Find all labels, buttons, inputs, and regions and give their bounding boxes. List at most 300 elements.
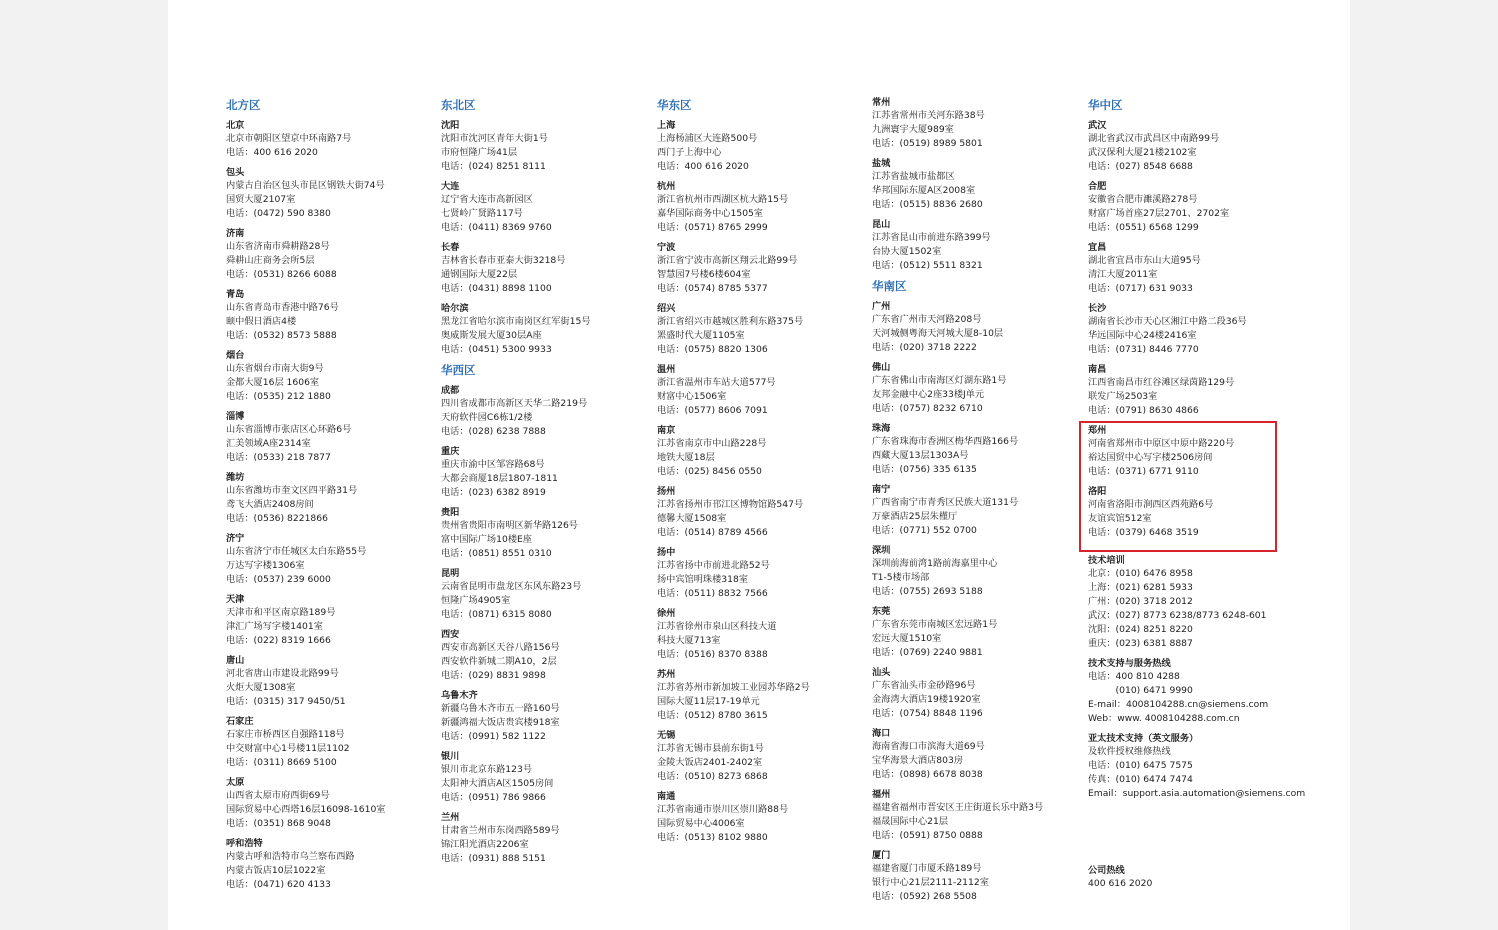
- office-detail-line: 沈阳市沈河区青年大街1号: [441, 133, 548, 144]
- office-detail-line: 西安市高新区天谷八路156号: [441, 642, 560, 653]
- office-detail-line: 电话：400 616 2020: [657, 161, 749, 172]
- office-detail-line: 电话：(0769) 2240 9881: [872, 647, 983, 658]
- office-detail-line: 山东省淄博市张店区心环路6号: [226, 424, 352, 435]
- office-entry: [1088, 554, 1298, 651]
- office-detail-line: 科技大厦713室: [657, 635, 721, 646]
- column-3: [657, 98, 867, 851]
- office-detail-line: 西安软件新城二期A10，2层: [441, 656, 557, 667]
- office-city-name: 北京: [226, 120, 245, 131]
- office-city-name: 徐州: [657, 608, 676, 619]
- office-detail-line: 电话：(0931) 888 5151: [441, 853, 546, 864]
- office-city-name: 兰州: [441, 812, 460, 823]
- office-detail-line: 电话：(0731) 8446 7770: [1088, 344, 1199, 355]
- office-detail-line: 石家庄市桥西区自强路118号: [226, 729, 345, 740]
- office-detail-line: 国贸大厦2107室: [226, 194, 296, 205]
- office-detail-line: 内蒙古呼和浩特市乌兰察布西路: [226, 851, 355, 862]
- office-detail-line: 华远国际中心24楼2416室: [1088, 330, 1197, 341]
- office-detail-line: 电话：(025) 8456 0550: [657, 466, 762, 477]
- office-entry: [657, 241, 867, 296]
- office-city-name: 厦门: [872, 850, 891, 861]
- office-entry: [657, 424, 867, 479]
- office-detail-line: 云南省昆明市盘龙区东风东路23号: [441, 581, 582, 592]
- office-detail-line: 天河城侧粤海天河城大厦8-10层: [872, 328, 1004, 339]
- office-detail-line: 电话：400 810 4288: [1088, 671, 1180, 682]
- office-city-name: 唐山: [226, 655, 245, 666]
- office-detail-line: 电话：(028) 6238 7888: [441, 426, 546, 437]
- office-detail-line: 江西省南昌市红谷滩区绿茵路129号: [1088, 377, 1235, 388]
- office-city-name: 盐城: [872, 158, 891, 169]
- office-detail-line: 恒隆广场4905室: [441, 595, 511, 606]
- office-city-name: 济南: [226, 228, 245, 239]
- office-detail-line: 电话：(0515) 8836 2680: [872, 199, 983, 210]
- region-group: [1088, 546, 1306, 801]
- office-entry: [657, 790, 867, 845]
- office-detail-line: 山东省济宁市任城区太白东路55号: [226, 546, 367, 557]
- office-detail-line: 重庆：(023) 6381 8887: [1088, 638, 1193, 649]
- office-detail-line: 安徽省合肥市濉溪路278号: [1088, 194, 1198, 205]
- office-detail-line: 电话：(0991) 582 1122: [441, 731, 546, 742]
- office-detail-line: 江苏省南通市崇川区崇川路88号: [657, 804, 789, 815]
- office-detail-line: 电话：(027) 8548 6688: [1088, 161, 1193, 172]
- office-detail-line: 江苏省昆山市前进东路399号: [872, 232, 991, 243]
- office-entry: [872, 605, 1082, 660]
- office-entry: [872, 96, 1082, 151]
- office-entry: [441, 445, 651, 500]
- office-detail-line: 上海：(021) 6281 5933: [1088, 582, 1193, 593]
- office-city-name: 贵阳: [441, 507, 460, 518]
- office-entry: [226, 288, 436, 343]
- office-detail-line: 湖北省宜昌市东山大道95号: [1088, 255, 1201, 266]
- office-detail-line: 电话：(0512) 8780 3615: [657, 710, 768, 721]
- office-city-name: 洛阳: [1088, 486, 1107, 497]
- office-city-name: 呼和浩特: [226, 838, 263, 849]
- office-entry: [441, 241, 651, 296]
- office-detail-line: 江苏省常州市关河东路38号: [872, 110, 985, 121]
- office-detail-line: 广西省南宁市青秀区民族大道131号: [872, 497, 1019, 508]
- office-entry: [226, 166, 436, 221]
- office-detail-line: 华邦国际东厦A区2008室: [872, 185, 976, 196]
- office-city-name: 长沙: [1088, 303, 1107, 314]
- office-detail-line: 电话：(0756) 335 6135: [872, 464, 977, 475]
- office-detail-line: 金陵大饭店2401-2402室: [657, 757, 763, 768]
- office-detail-line: 武汉保利大厦21楼2102室: [1088, 147, 1197, 158]
- office-city-name: 广州: [872, 301, 891, 312]
- office-detail-line: 电话：(0411) 8369 9760: [441, 222, 552, 233]
- office-detail-line: 富中国际广场10楼E座: [441, 534, 532, 545]
- office-detail-line: 电话：(020) 3718 2222: [872, 342, 977, 353]
- office-city-name: 长春: [441, 242, 460, 253]
- office-city-name: 昆山: [872, 219, 891, 230]
- office-detail-line: 电话：(023) 6382 8919: [441, 487, 546, 498]
- office-detail-line: 嘉华国际商务中心1505室: [657, 208, 764, 219]
- office-detail-line: 传真：(010) 6474 7474: [1088, 774, 1193, 785]
- office-entry: [872, 544, 1082, 599]
- office-detail-line: 内蒙古自治区包头市昆区钢铁大街74号: [226, 180, 385, 191]
- office-detail-line: 电话：(0771) 552 0700: [872, 525, 977, 536]
- office-city-name: 乌鲁木齐: [441, 690, 478, 701]
- office-city-name: 武汉: [1088, 120, 1107, 131]
- office-entry: [872, 422, 1082, 477]
- office-city-name: 杭州: [657, 181, 676, 192]
- office-detail-line: 电话：(0532) 8573 5888: [226, 330, 337, 341]
- office-detail-line: 电话：(0514) 8789 4566: [657, 527, 768, 538]
- office-city-name: 深圳: [872, 545, 891, 556]
- office-city-name: 昆明: [441, 568, 460, 579]
- office-detail-line: 电话：(0851) 8551 0310: [441, 548, 552, 559]
- office-detail-line: 浙江省绍兴市越城区胜利东路375号: [657, 316, 804, 327]
- office-entry: [441, 302, 651, 357]
- office-city-name: 海口: [872, 728, 891, 739]
- company-hotline: [1088, 864, 1152, 891]
- office-entry: [226, 119, 436, 160]
- office-entry: [657, 485, 867, 540]
- office-city-name: 东莞: [872, 606, 891, 617]
- office-detail-line: 电话：(0512) 5511 8321: [872, 260, 983, 271]
- office-detail-line: 市府恒隆广场41层: [441, 147, 518, 158]
- office-detail-line: 电话：(024) 8251 8111: [441, 161, 546, 172]
- office-city-name: 福州: [872, 789, 891, 800]
- office-detail-line: 电话：(0591) 8750 0888: [872, 830, 983, 841]
- office-detail-line: 国际贸易中心4006室: [657, 818, 745, 829]
- office-detail-line: 福建省福州市晋安区王庄街道长乐中路3号: [872, 802, 1044, 813]
- office-entry: [441, 750, 651, 805]
- office-city-name: 南通: [657, 791, 676, 802]
- office-city-name: 技术支持与服务热线: [1088, 658, 1171, 669]
- office-city-name: 沈阳: [441, 120, 460, 131]
- office-detail-line: 电话：(0471) 620 4133: [226, 879, 331, 890]
- office-detail-line: 友邦金融中心2座33楼J单元: [872, 389, 985, 400]
- office-entry: [657, 729, 867, 784]
- office-entry: [872, 788, 1082, 843]
- office-entry: [226, 349, 436, 404]
- office-detail-line: 电话：(0951) 786 9866: [441, 792, 546, 803]
- office-detail-line: (010) 6471 9990: [1088, 685, 1193, 696]
- office-detail-line: 及软件授权维修热线: [1088, 746, 1171, 757]
- office-entry: [226, 227, 436, 282]
- office-detail-line: 电话：(0537) 239 6000: [226, 574, 331, 585]
- office-city-name: 包头: [226, 167, 245, 178]
- office-detail-line: 广州：(020) 3718 2012: [1088, 596, 1193, 607]
- office-city-name: 绍兴: [657, 303, 676, 314]
- office-detail-line: 沈阳：(024) 8251 8220: [1088, 624, 1193, 635]
- office-detail-line: 银川市北京东路123号: [441, 764, 533, 775]
- office-detail-line: 广东省佛山市南海区灯湖东路1号: [872, 375, 1007, 386]
- office-city-name: 哈尔滨: [441, 303, 469, 314]
- office-detail-line: 山西省太原市府西街69号: [226, 790, 330, 801]
- office-entry: [1088, 657, 1298, 726]
- office-city-name: 济宁: [226, 533, 245, 544]
- office-detail-line: 汇美领域A座2314室: [226, 438, 311, 449]
- office-entry: [872, 727, 1082, 782]
- hotline-title: 公司热线: [1088, 865, 1125, 876]
- office-detail-line: 国际贸易中心西塔16层16098-1610室: [226, 804, 386, 815]
- office-entry: [872, 300, 1082, 355]
- office-detail-line: 财富中心1506室: [657, 391, 727, 402]
- office-detail-line: 贵州省贵阳市南明区新华路126号: [441, 520, 578, 531]
- office-city-name: 重庆: [441, 446, 460, 457]
- office-city-name: 宁波: [657, 242, 676, 253]
- region-title: 华东区: [657, 98, 692, 112]
- office-detail-line: 电话：(022) 8319 1666: [226, 635, 331, 646]
- office-detail-line: 湖南省长沙市天心区湘江中路二段36号: [1088, 316, 1247, 327]
- office-detail-line: 北京：(010) 6476 8958: [1088, 568, 1193, 579]
- office-detail-line: 电话：(0535) 212 1880: [226, 391, 331, 402]
- office-detail-line: 电话：(0315) 317 9450/51: [226, 696, 346, 707]
- office-entry: [657, 607, 867, 662]
- office-detail-line: 西藏大厦13层1303A号: [872, 450, 969, 461]
- region-title: 华西区: [441, 363, 476, 377]
- office-detail-line: 福晟国际中心21层: [872, 816, 949, 827]
- office-city-name: 宜昌: [1088, 242, 1107, 253]
- office-entry: [226, 776, 436, 831]
- office-detail-line: E-mail：4008104288.cn@siemens.com: [1088, 699, 1269, 710]
- office-city-name: 南京: [657, 425, 676, 436]
- office-entry: [1088, 241, 1298, 296]
- office-entry: [226, 471, 436, 526]
- office-detail-line: 电话：(0510) 8273 6868: [657, 771, 768, 782]
- office-city-name: 银川: [441, 751, 460, 762]
- office-detail-line: 电话：(0379) 6468 3519: [1088, 527, 1199, 538]
- office-detail-line: 广东省东莞市南城区宏远路1号: [872, 619, 998, 630]
- office-city-name: 成都: [441, 385, 460, 396]
- office-city-name: 扬州: [657, 486, 676, 497]
- office-detail-line: 浙江省宁波市高新区翔云北路99号: [657, 255, 798, 266]
- office-entry: [441, 628, 651, 683]
- office-detail-line: 西门子上海中心: [657, 147, 722, 158]
- office-detail-line: 电话：(0536) 8221866: [226, 513, 328, 524]
- office-detail-line: 扬中宾馆明珠楼318室: [657, 574, 749, 585]
- column-1: [226, 98, 436, 898]
- office-detail-line: 江苏省南京市中山路228号: [657, 438, 767, 449]
- office-city-name: 合肥: [1088, 181, 1107, 192]
- office-detail-line: 电话：(0516) 8370 8388: [657, 649, 768, 660]
- office-detail-line: 舜耕山庄商务会所5层: [226, 255, 315, 266]
- office-city-name: 南宁: [872, 484, 891, 495]
- office-detail-line: 深圳前海前湾1路前海嘉里中心: [872, 558, 998, 569]
- office-detail-line: 七贤岭广贤路117号: [441, 208, 523, 219]
- office-detail-line: 福建省厦门市厦禾路189号: [872, 863, 982, 874]
- office-detail-line: 武汉：(027) 8773 6238/8773 6248-601: [1088, 610, 1267, 621]
- office-detail-line: 电话：(0472) 590 8380: [226, 208, 331, 219]
- office-city-name: 郑州: [1088, 425, 1107, 436]
- office-city-name: 烟台: [226, 350, 245, 361]
- office-detail-line: 广东省广州市天河路208号: [872, 314, 982, 325]
- office-detail-line: 鸢飞大酒店2408房间: [226, 499, 314, 510]
- region-group: [226, 98, 436, 892]
- column-2: [441, 98, 651, 872]
- office-detail-line: 电话：(029) 8831 9898: [441, 670, 546, 681]
- office-detail-line: 新疆鸿福大饭店贵宾楼918室: [441, 717, 560, 728]
- office-detail-line: 联发广场2503室: [1088, 391, 1158, 402]
- office-entry: [226, 410, 436, 465]
- office-detail-line: 电话：(0531) 8266 6088: [226, 269, 337, 280]
- office-detail-line: 电话：(010) 6475 7575: [1088, 760, 1193, 771]
- office-detail-line: 电话：(0431) 8898 1100: [441, 283, 552, 294]
- office-entry: [657, 363, 867, 418]
- office-city-name: 珠海: [872, 423, 891, 434]
- office-detail-line: 电话：(0451) 5300 9933: [441, 344, 552, 355]
- office-detail-line: 内蒙古饭店10层1022室: [226, 865, 326, 876]
- office-detail-line: 湖北省武汉市武昌区中南路99号: [1088, 133, 1220, 144]
- region-group: [441, 363, 651, 866]
- office-detail-line: 电话：(0755) 2693 5188: [872, 586, 983, 597]
- office-detail-line: 万达写字楼1306室: [226, 560, 305, 571]
- office-detail-line: 通钢国际大厦22层: [441, 269, 518, 280]
- office-detail-line: 智慧园7号楼6楼604室: [657, 269, 751, 280]
- region-title: 北方区: [226, 98, 261, 112]
- office-entry: [872, 218, 1082, 273]
- office-city-name: 上海: [657, 120, 676, 131]
- office-entry: [872, 483, 1082, 538]
- office-detail-line: 电话：(0519) 8989 5801: [872, 138, 983, 149]
- office-city-name: 苏州: [657, 669, 676, 680]
- office-detail-line: 中交财富中心1号楼11层1102: [226, 743, 350, 754]
- office-city-name: 南昌: [1088, 364, 1107, 375]
- office-city-name: 佛山: [872, 362, 891, 373]
- office-detail-line: 电话：(0898) 6678 8038: [872, 769, 983, 780]
- office-entry: [226, 715, 436, 770]
- office-detail-line: 河南省郑州市中原区中原中路220号: [1088, 438, 1235, 449]
- office-city-name: 技术培训: [1088, 555, 1125, 566]
- office-detail-line: 电话：400 616 2020: [226, 147, 318, 158]
- office-detail-line: 宏远大厦1510室: [872, 633, 942, 644]
- office-city-name: 石家庄: [226, 716, 254, 727]
- office-entry: [441, 384, 651, 439]
- office-detail-line: 金海湾大酒店19楼1920室: [872, 694, 981, 705]
- office-entry: [441, 689, 651, 744]
- office-detail-line: 山东省潍坊市奎文区四平路31号: [226, 485, 358, 496]
- office-detail-line: 电话：(0577) 8606 7091: [657, 405, 768, 416]
- region-title: 华中区: [1088, 98, 1123, 112]
- office-detail-line: 电话：(0871) 6315 8080: [441, 609, 552, 620]
- office-entry: [657, 180, 867, 235]
- office-detail-line: T1-5楼市场部: [872, 572, 930, 583]
- office-detail-line: 江苏省扬中市前进北路52号: [657, 560, 770, 571]
- office-detail-line: 太阳神大酒店A区1505房间: [441, 778, 554, 789]
- office-city-name: 太原: [226, 777, 245, 788]
- office-entry: [872, 666, 1082, 721]
- office-detail-line: 奥威斯发展大厦30层A座: [441, 330, 542, 341]
- office-detail-line: 清江大厦2011室: [1088, 269, 1158, 280]
- office-detail-line: 电话：(0513) 8102 9880: [657, 832, 768, 843]
- office-detail-line: 甘肃省兰州市东岗西路589号: [441, 825, 560, 836]
- office-detail-line: 电话：(0533) 218 7877: [226, 452, 331, 463]
- region-group: [657, 98, 867, 845]
- office-detail-line: 江苏省徐州市泉山区科技大道: [657, 621, 777, 632]
- column-4: [872, 96, 1082, 910]
- office-detail-line: 广东省汕头市金砂路96号: [872, 680, 976, 691]
- office-detail-line: 电话：(0791) 8630 4866: [1088, 405, 1199, 416]
- office-entry: [1088, 180, 1298, 235]
- office-entry: [657, 119, 867, 174]
- office-detail-line: 火炬大厦1308室: [226, 682, 296, 693]
- office-city-name: 青岛: [226, 289, 245, 300]
- office-detail-line: 电话：(0311) 8669 5100: [226, 757, 337, 768]
- office-entry: [1088, 732, 1306, 801]
- office-detail-line: 电话：(0511) 8832 7566: [657, 588, 768, 599]
- office-detail-line: 津汇广场写字楼1401室: [226, 621, 323, 632]
- office-detail-line: 财富广场首座27层2701、2702室: [1088, 208, 1230, 219]
- office-detail-line: 地铁大厦18层: [657, 452, 715, 463]
- region-group: [872, 279, 1082, 904]
- office-detail-line: 山东省青岛市香港中路76号: [226, 302, 339, 313]
- office-detail-line: Email：support.asia.automation@siemens.com: [1088, 788, 1306, 799]
- office-entry: [441, 811, 651, 866]
- office-detail-line: 山东省烟台市南大街9号: [226, 363, 324, 374]
- office-city-name: 亚太技术支持（英文服务）: [1088, 733, 1199, 744]
- office-detail-line: 银行中心21层2111-2112室: [872, 877, 989, 888]
- office-city-name: 常州: [872, 97, 891, 108]
- office-detail-line: 金都大厦16层 1606室: [226, 377, 320, 388]
- office-detail-line: 浙江省温州市车站大道577号: [657, 377, 776, 388]
- office-detail-line: 河南省洛阳市涧西区西苑路6号: [1088, 499, 1214, 510]
- office-entry: [872, 361, 1082, 416]
- office-detail-line: 天津市和平区南京路189号: [226, 607, 336, 618]
- region-group: [872, 96, 1082, 273]
- office-entry: [657, 302, 867, 357]
- office-city-name: 大连: [441, 181, 460, 192]
- office-detail-line: 辽宁省大连市高新园区: [441, 194, 533, 205]
- office-detail-line: 吉林省长春市亚泰大街3218号: [441, 255, 566, 266]
- office-detail-line: 海南省海口市滨海大道69号: [872, 741, 985, 752]
- office-detail-line: 新疆乌鲁木齐市五一路160号: [441, 703, 560, 714]
- region-title: 东北区: [441, 98, 476, 112]
- office-entry: [872, 849, 1082, 904]
- office-detail-line: 电话：(0574) 8785 5377: [657, 283, 768, 294]
- office-entry: [226, 593, 436, 648]
- office-city-name: 扬中: [657, 547, 676, 558]
- office-entry: [226, 654, 436, 709]
- office-detail-line: 电话：(0575) 8820 1306: [657, 344, 768, 355]
- office-detail-line: 电话：(0754) 8848 1196: [872, 708, 983, 719]
- office-detail-line: 上海杨浦区大连路500号: [657, 133, 758, 144]
- office-city-name: 潍坊: [226, 472, 245, 483]
- office-detail-line: 友谊宾馆512室: [1088, 513, 1152, 524]
- office-detail-line: 河北省唐山市建设北路99号: [226, 668, 339, 679]
- region-title: 华南区: [872, 279, 907, 293]
- office-detail-line: 台协大厦1502室: [872, 246, 942, 257]
- region-group: [441, 98, 651, 357]
- office-detail-line: 电话：(0551) 6568 1299: [1088, 222, 1199, 233]
- office-entry: [872, 157, 1082, 212]
- office-detail-line: 山东省济南市舜耕路28号: [226, 241, 330, 252]
- office-entry: [226, 532, 436, 587]
- office-detail-line: 大都会商厦18层1807-1811: [441, 473, 558, 484]
- office-entry: [1088, 302, 1298, 357]
- office-entry: [1088, 363, 1298, 418]
- office-city-name: 淄博: [226, 411, 245, 422]
- office-detail-line: 裕达国贸中心写字楼2506房间: [1088, 452, 1213, 463]
- office-city-name: 温州: [657, 364, 676, 375]
- office-detail-line: Web：www. 4008104288.com.cn: [1088, 713, 1240, 724]
- office-detail-line: 天府软件园C6栋1/2楼: [441, 412, 533, 423]
- office-detail-line: 电话：(0351) 868 9048: [226, 818, 331, 829]
- office-city-name: 西安: [441, 629, 460, 640]
- office-detail-line: 颐中假日酒店4楼: [226, 316, 297, 327]
- office-detail-line: 电话：(0571) 8765 2999: [657, 222, 768, 233]
- office-detail-line: 国际大厦11层17-19单元: [657, 696, 760, 707]
- office-detail-line: 江苏省苏州市新加坡工业园苏华路2号: [657, 682, 810, 693]
- office-detail-line: 电话：(0717) 631 9033: [1088, 283, 1193, 294]
- office-entry: [1088, 119, 1298, 174]
- office-detail-line: 四川省成都市高新区天华二路219号: [441, 398, 588, 409]
- highlight-box: [1079, 421, 1277, 552]
- office-detail-line: 九洲寰宇大厦989室: [872, 124, 954, 135]
- office-detail-line: 德馨大厦1508室: [657, 513, 727, 524]
- office-detail-line: 江苏省无锡市县前东街1号: [657, 743, 764, 754]
- office-entry: [657, 668, 867, 723]
- office-entry: [226, 837, 436, 892]
